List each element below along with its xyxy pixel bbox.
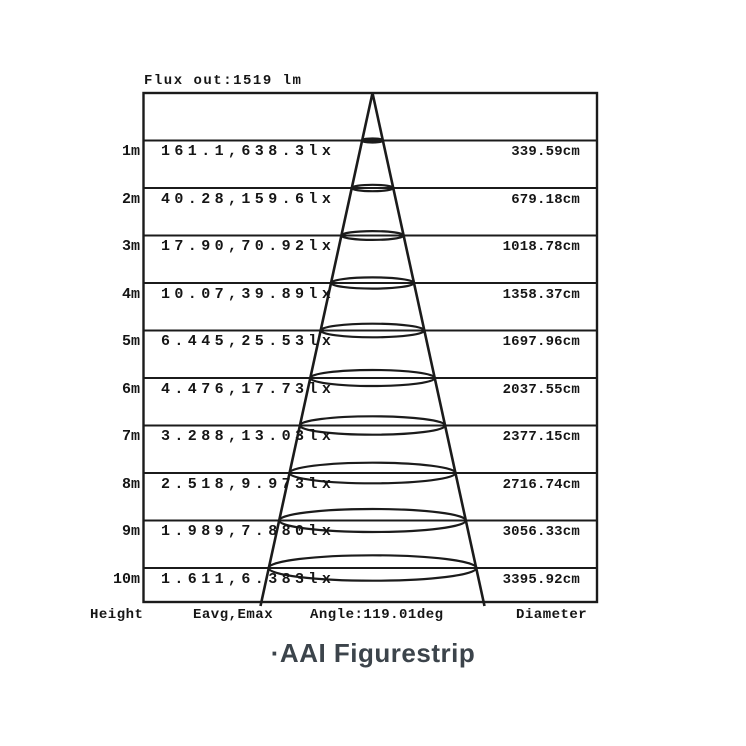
row-lux-value: 1.989,7.880lx xyxy=(161,523,336,540)
row-diameter-value: 1358.37cm xyxy=(502,287,580,303)
row-height-label: 7m xyxy=(121,428,140,445)
row-diameter-value: 3056.33cm xyxy=(502,524,580,540)
row-lux-value: 10.07,39.89lx xyxy=(161,286,336,303)
row-height-label: 4m xyxy=(121,286,140,303)
row-diameter-value: 3395.92cm xyxy=(502,572,580,588)
row-height-label: 3m xyxy=(121,238,140,255)
row-height-label: 10m xyxy=(112,571,140,588)
row-diameter-value: 1018.78cm xyxy=(502,239,580,255)
row-diameter-value: 1697.96cm xyxy=(502,334,580,350)
row-diameter-value: 2037.55cm xyxy=(502,382,580,398)
row-height-label: 5m xyxy=(121,333,140,350)
row-height-label: 2m xyxy=(121,191,140,208)
row-lux-value: 4.476,17.73lx xyxy=(161,381,336,398)
row-lux-value: 161.1,638.3lx xyxy=(161,143,336,160)
row-lux-value: 6.445,25.53lx xyxy=(161,333,336,350)
column-label-eavg-emax: Eavg,Emax xyxy=(193,607,274,623)
beam-ellipse-2m xyxy=(352,185,394,191)
row-height-label: 9m xyxy=(121,523,140,540)
row-lux-value: 17.90,70.92lx xyxy=(161,238,336,255)
column-label-diameter: Diameter xyxy=(516,607,588,623)
beam-ellipse-3m xyxy=(341,231,403,240)
row-diameter-value: 2377.15cm xyxy=(502,429,580,445)
brand-title: ·AAI Figurestrip xyxy=(270,638,476,668)
row-lux-value: 40.28,159.6lx xyxy=(161,191,336,208)
beam-ellipse-1m xyxy=(362,139,383,143)
row-height-label: 8m xyxy=(121,476,140,493)
row-lux-value: 1.611,6.383lx xyxy=(161,571,336,588)
row-diameter-value: 2716.74cm xyxy=(502,477,580,493)
flux-output-label: Flux out:1519 lm xyxy=(144,73,303,89)
row-height-label: 1m xyxy=(121,143,140,160)
row-lux-value: 2.518,9.973lx xyxy=(161,476,336,493)
row-height-label: 6m xyxy=(121,381,140,398)
beam-angle-label: Angle:119.01deg xyxy=(310,607,444,623)
column-label-height: Height xyxy=(90,607,144,623)
row-lux-value: 3.288,13.03lx xyxy=(161,428,336,445)
beam-ellipse-4m xyxy=(331,277,414,288)
row-diameter-value: 679.18cm xyxy=(511,192,580,208)
row-diameter-value: 339.59cm xyxy=(511,144,580,160)
